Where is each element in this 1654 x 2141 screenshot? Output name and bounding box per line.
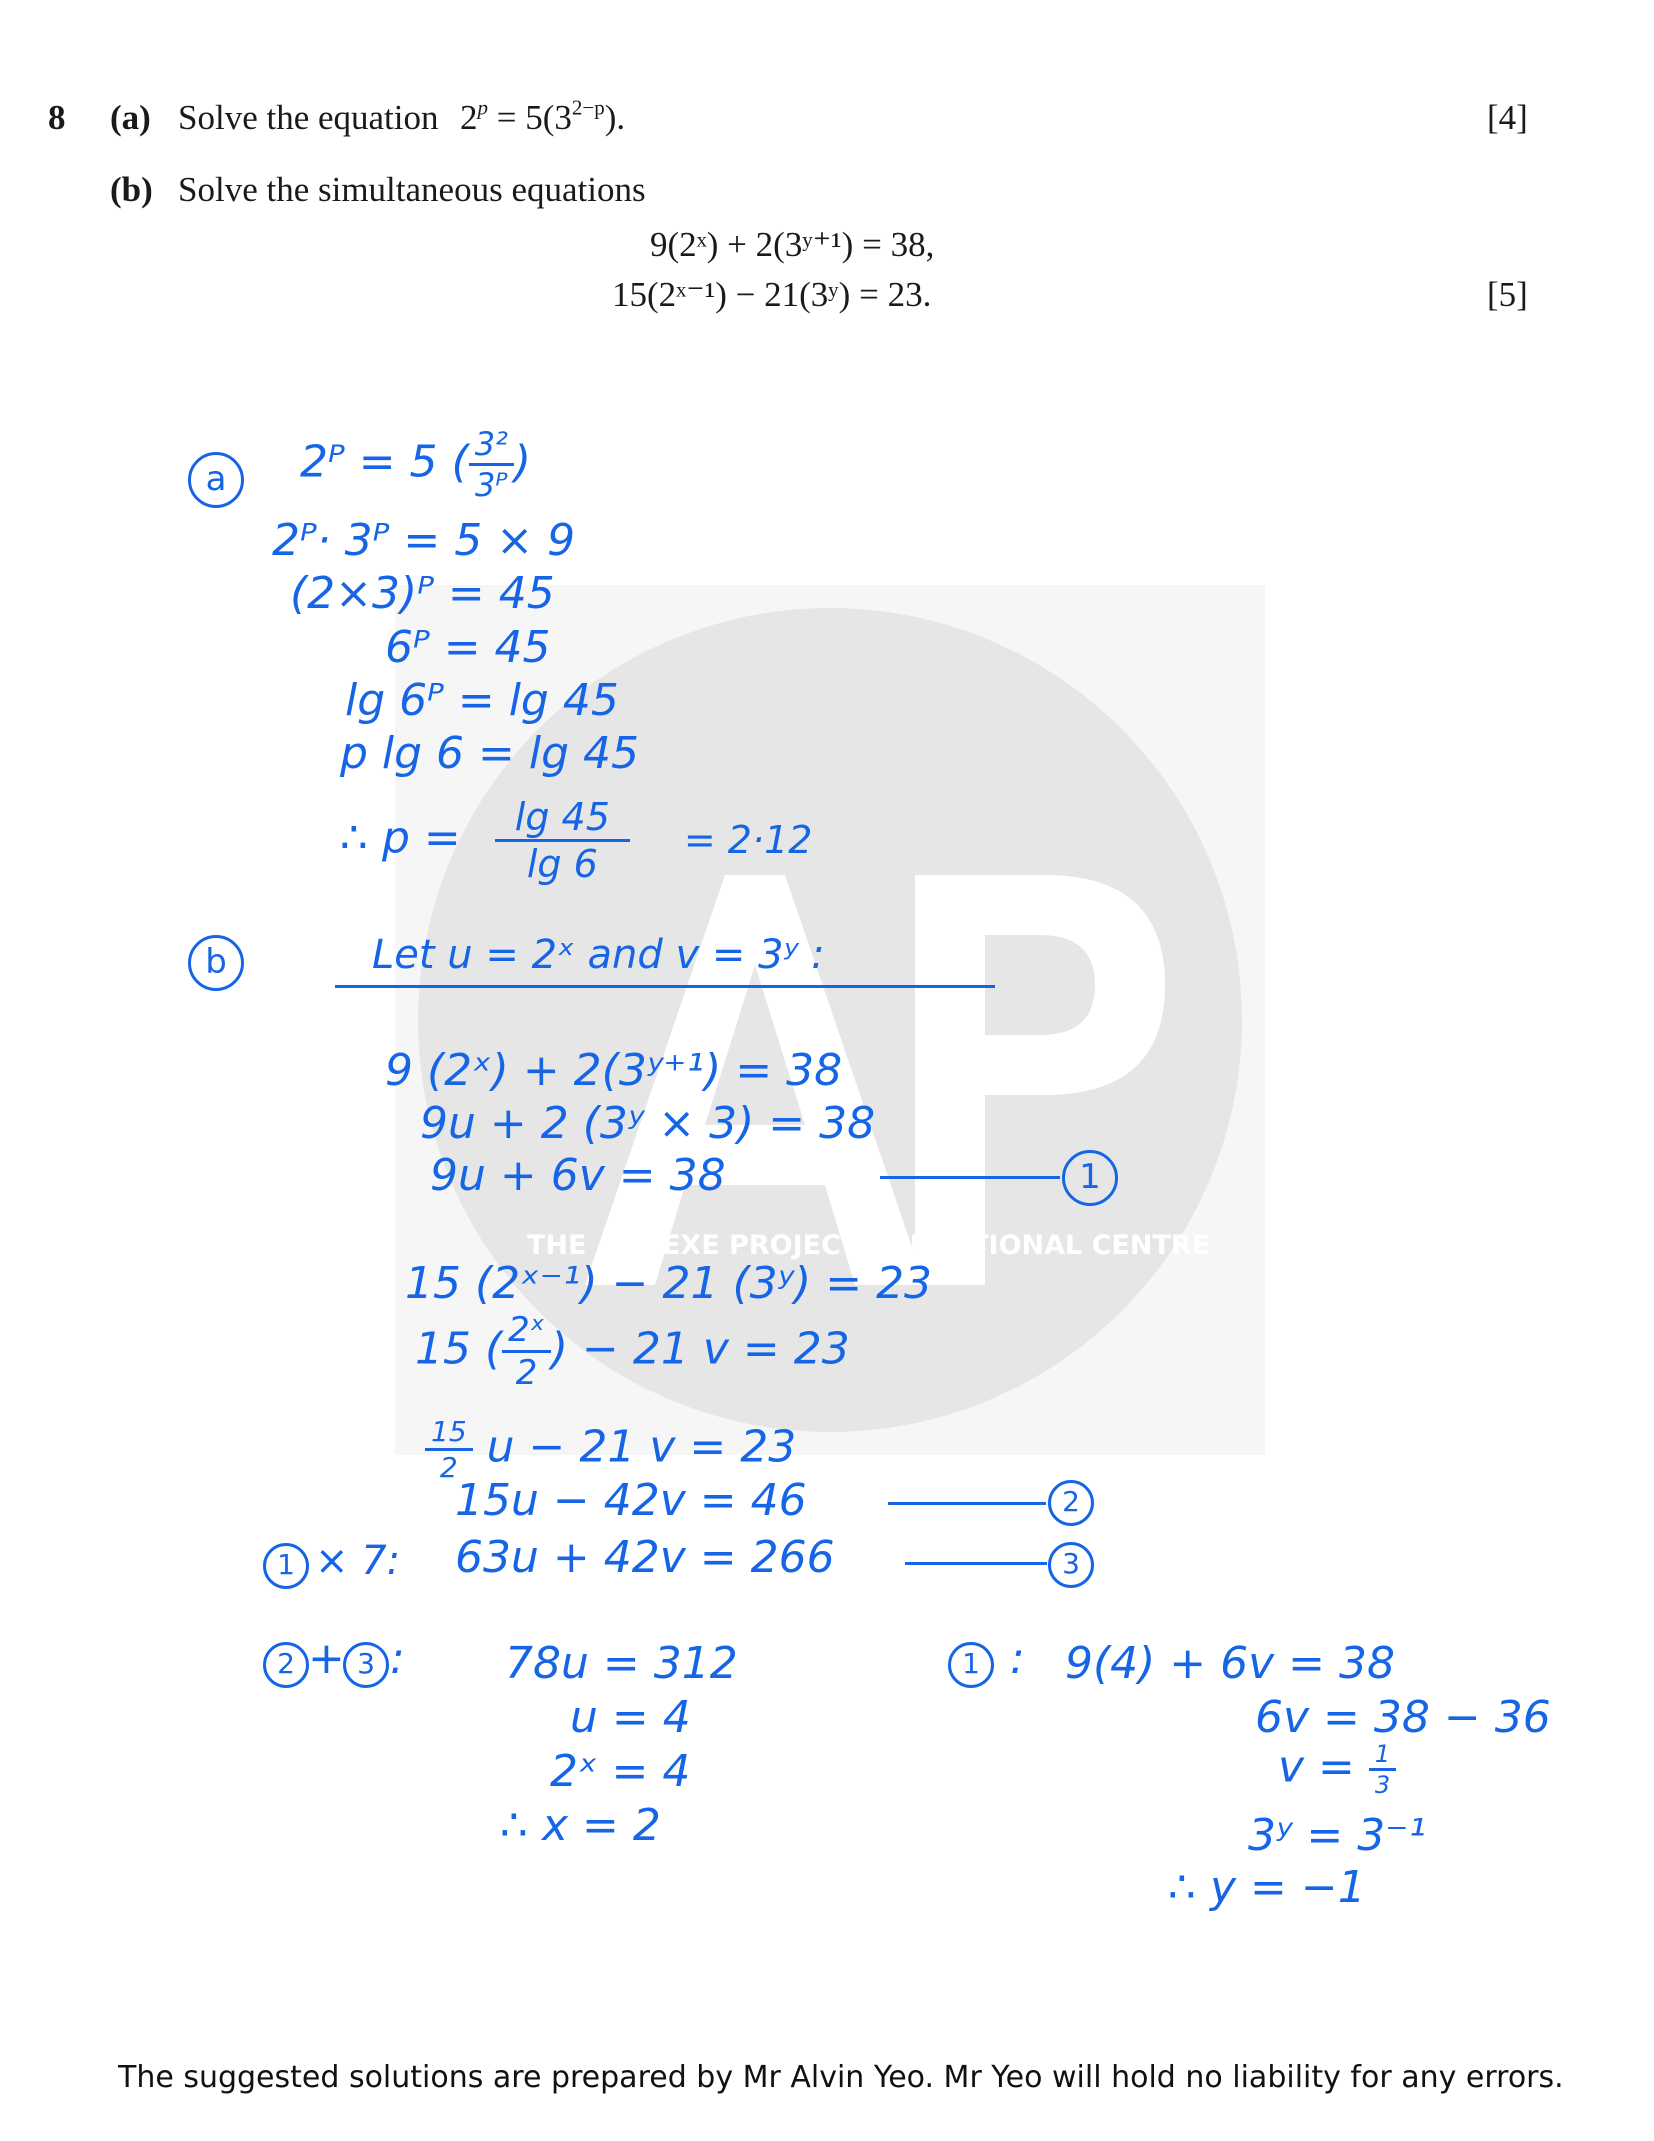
eq-8-multiplier: × 7:: [315, 1538, 401, 1584]
solution-b-eq-8: 63u + 42v = 266: [455, 1532, 835, 1583]
solution-b-eq-6: $\frac{15}{2}$ u − 21 v = 23: [425, 1415, 796, 1484]
solution-b-eq-7: 15u − 42v = 46: [455, 1475, 807, 1526]
watermark-caption: THE ANNEXE PROJECT EDUCATIONAL CENTRE: [527, 1230, 1211, 1261]
part-a-marks: [4]: [1487, 98, 1528, 137]
solution-b-eq-2: 9u + 2 (3ʸ × 3) = 38: [420, 1098, 876, 1149]
solution-a-line-7: ∴ p = $\frac{\lg 45}{\lg 6}$ = 2·12: [340, 795, 813, 886]
solution-a-line-1: 2ᴾ = 5 ( $\frac{\text{3²}}{\text{3ᴾ}}$ ): [300, 425, 532, 504]
question-number: 8: [48, 98, 66, 137]
solution-b-right-3: v = $\frac{1}{3}$: [1278, 1740, 1396, 1799]
eq-2-pointer: [888, 1502, 1046, 1505]
solution-b-eq-1: 9 (2ˣ) + 2(3ʸ⁺¹) = 38: [385, 1045, 843, 1096]
solution-b-right-4: 3ʸ = 3⁻¹: [1248, 1810, 1427, 1861]
sum-tag-b: 3: [343, 1642, 389, 1688]
eq-3-tag: 3: [1048, 1542, 1094, 1588]
eq-8-ref-tag: 1: [263, 1543, 309, 1589]
solution-b-eq-4: 15 (2ˣ⁻¹) − 21 (3ʸ) = 23: [405, 1258, 933, 1309]
sum-plus: +: [308, 1633, 345, 1684]
part-a-text: Solve the equation: [178, 98, 439, 137]
solution-b-step-2: u = 4: [570, 1692, 691, 1743]
solution-a-line-3: (2×3)ᴾ = 45: [290, 568, 555, 619]
footer-disclaimer: The suggested solutions are prepared by Mr Alvin Yeo. Mr Yeo will hold no liability for any errors.: [118, 2060, 1564, 2095]
solution-a-line-5: lg 6ᴾ = lg 45: [345, 675, 619, 726]
part-b-marks: [5]: [1487, 275, 1528, 314]
solution-a-line-6: p lg 6 = lg 45: [340, 728, 640, 779]
solution-a-line-2: 2ᴾ· 3ᴾ = 5 × 9: [272, 515, 576, 566]
solution-b-eq-3: 9u + 6v = 38: [430, 1150, 726, 1201]
solution-b-label: b: [188, 935, 244, 991]
part-b-label: (b): [110, 170, 153, 209]
solution-a-label: a: [188, 452, 244, 508]
part-b-equation-1: 9(2ˣ) + 2(3ʸ⁺¹) = 38,: [650, 225, 935, 264]
eq-1-pointer: [880, 1176, 1060, 1179]
sub-tag: 1: [948, 1642, 994, 1688]
solution-b-eq-5: 15 ( $\frac{\text{2ˣ}}{2}$ ) − 21 v = 23: [415, 1310, 850, 1393]
solution-b-right-2: 6v = 38 − 36: [1255, 1692, 1551, 1743]
let-underline: [335, 985, 995, 988]
solution-b-let-line: Let u = 2ˣ and v = 3ʸ :: [372, 932, 825, 978]
eq-2-tag: 2: [1048, 1480, 1094, 1526]
solution-b-step-3: 2ˣ = 4: [550, 1746, 691, 1797]
part-a-label: (a): [110, 98, 151, 137]
solution-a-line-4: 6ᴾ = 45: [385, 622, 551, 673]
part-b-text: Solve the simultaneous equations: [178, 170, 646, 209]
sum-tag-a: 2: [263, 1642, 309, 1688]
part-a-equation: $2^p = 5(3^{2-p})$.: [460, 95, 626, 137]
eq-1-tag: 1: [1062, 1150, 1118, 1206]
part-b-equation-2: 15(2ˣ⁻¹) − 21(3ʸ) = 23.: [612, 275, 932, 314]
solution-b-right-1: 9(4) + 6v = 38: [1065, 1638, 1396, 1689]
solution-b-right-5: ∴ y = −1: [1168, 1862, 1366, 1913]
solution-b-step-4: ∴ x = 2: [500, 1800, 661, 1851]
sum-colon: :: [390, 1633, 405, 1684]
sub-colon: :: [1010, 1633, 1025, 1684]
eq-3-pointer: [905, 1562, 1047, 1565]
solution-b-step-1: 78u = 312: [505, 1638, 738, 1689]
